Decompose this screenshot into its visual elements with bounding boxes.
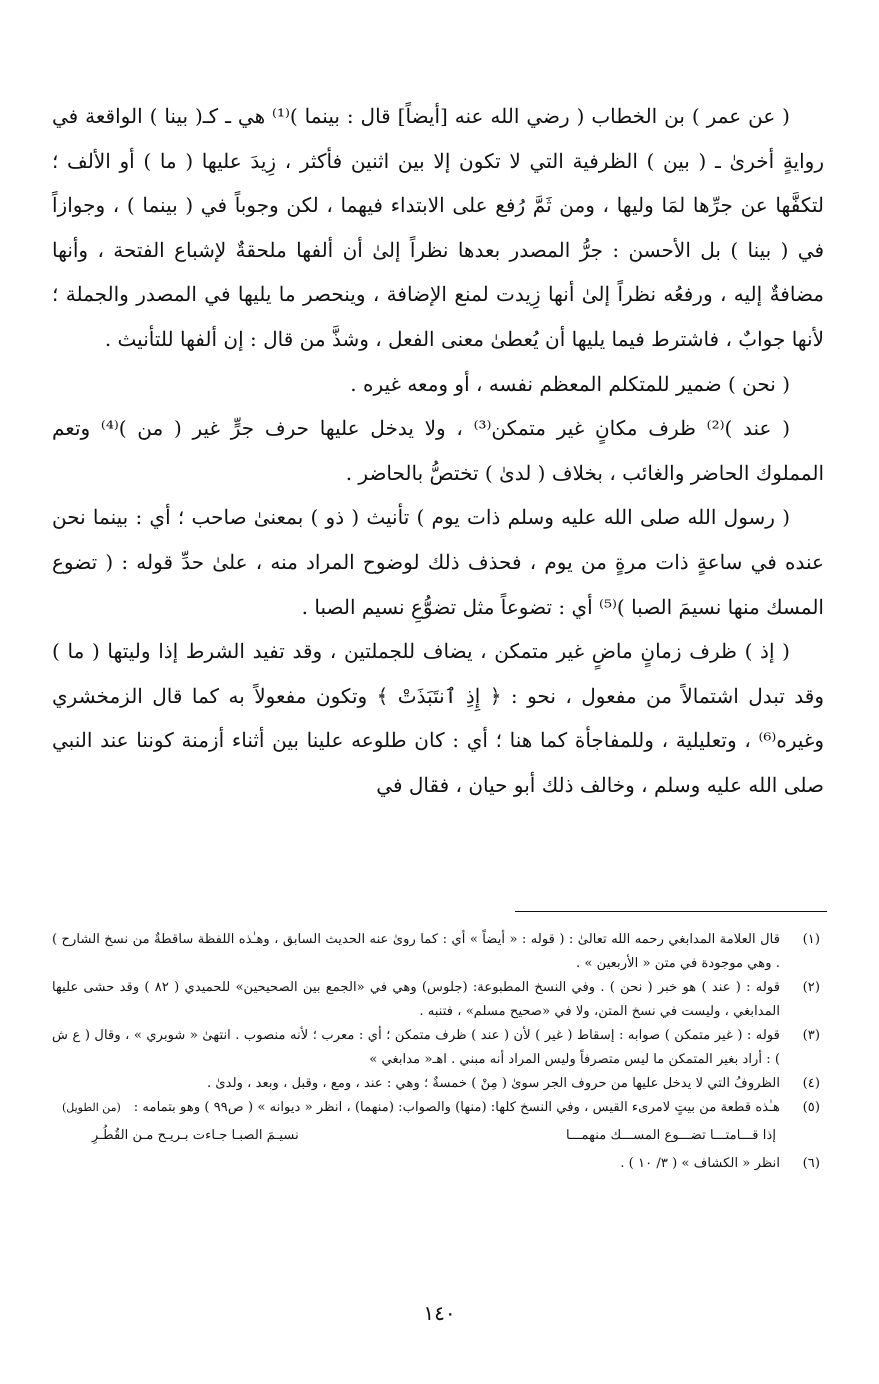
footnote-text: قوله : ( عند ) هو خبر ( نحن ) . وفي النسخ المطبوعة: (جلوس) وهي في «الجمع بين الصحيحين» للحميدي ( ٨٢ ) وقد حشى عليها المدابغي ، وليست في نسخ المتن، ولا في «صحيح مسلم» ، فتنبه .: [52, 980, 781, 1019]
footnote-number: (٤): [802, 1076, 820, 1091]
footnote: [52, 1152, 824, 1176]
footnotes: [52, 928, 824, 1176]
footnote-number: (٥): [802, 1100, 820, 1115]
footnote: [52, 1024, 824, 1072]
footnote-number: (٣): [802, 1028, 820, 1043]
paragraph: ( رسول الله صلى الله عليه وسلم ذات يوم ) تأنيث ( ذو ) بمعنىٰ صاحب ؛ أي : بينما نحن عنده في ساعةٍ ذات مرةٍ من يوم ، فحذف ذلك لوضوح المراد منه ، علىٰ حدِّ قوله : ( تضوع المسك منها نسيمَ الصبا )⁽⁵⁾ أي : تضوعاً مثل تضوُّعِ نسيم الصبا .: [52, 505, 824, 619]
paragraph: ( نحن ) ضمير للمتكلم المعظم نفسه ، أو ومعه غيره .: [350, 371, 790, 396]
footnote-text: انظر « الكشاف » ( ٣/ ١٠ ) .: [620, 1156, 780, 1171]
paragraph: ( عن عمر ) بن الخطاب ( رضي الله عنه [أيضاً] قال : بينما )⁽¹⁾ هي ـ كـ( بينا ) الواقعة في روايةٍ أخرىٰ ـ ( بين ) الظرفية التي لا تكون إلا بين اثنين فأكثر ، زِيدَ عليها ( ما ) أو الألف ؛ لتكفَّها عن جرِّها لمَا وليها ، ومن ثَمَّ رُفع على الابتداء فيهما ، لكن وجوباً في ( بينما ) ، وجوازاً في ( بينا ) بل الأحسن : جرُّ المصدر بعدها نظراً إلىٰ أن ألفها ملحقةٌ لإشباع الفتحة ، وأنها مضافةٌ إليه ، ورفعُه نظراً إلىٰ أنها زِيدت لمنع الإضافة ، وينحصر ما يليها في المصدر والجملة ؛ لأنها جوابٌ ، فاشترط فيما يليها أن يُعطىٰ معنى الفعل ، وشذَّ من قال : إن ألفها للتأنيث .: [52, 104, 825, 351]
footnote: [52, 928, 824, 976]
footnote-text: الظروفُ التي لا يدخل عليها من حروف الجر سوىٰ ( مِنْ ) خمسةٌ ؛ وهي : عند ، ومع ، وقبل ، وبعد ، ولدىٰ .: [206, 1076, 780, 1091]
footnote-text: هـٰذه قطعة من بيتٍ لامرىء القيس ، وفي النسخ كلها: (منها) والصواب: (منهما) ، انظر « ديوانه » ( ص٩٩ ) وهو بتمامه :: [133, 1100, 780, 1115]
footnote-text: قوله : ( غير متمكن ) صوابه : إسقاط ( غير ) لأن ( عند ) ظرف متمكن ؛ أي : معرب ؛ لأنه منصوب . انتهىٰ « شوبري » ، وقال ( ع ش ) : أراد بغير المتمكن ما ليس متصرفاً وليس المراد أنه مبني . اهـ« مدابغي »: [52, 1028, 780, 1067]
verse-second-hemistich: نسيـمَ الصبـا جـاءت بـريـح مـن القُطُـرِ: [92, 1128, 299, 1143]
verse-first-hemistich: إذا قـــامتـــا تضـــوع المســـك منهمـــا: [565, 1128, 776, 1143]
poetry-verse: [52, 1120, 824, 1152]
paragraph: ( إذ ) ظرف زمانٍ ماضٍ غير متمكن ، يضاف للجملتين ، وقد تفيد الشرط إذا وليتها ( ما ) وقد تبدل اشتمالاً من مفعول ، نحو : ﴿ إِذِ ٱنتَبَذَتْ ﴾ وتكون مفعولاً به كما قال الزمخشري وغيره⁽⁶⁾ ، وتعليلية ، وللمفاجأة كما هنا ؛ أي : كان طلوعه علينا بين أثناء أزمنة كوننا عند النبي صلى الله عليه وسلم ، وخالف ذلك أبو حيان ، فقال في: [52, 639, 824, 797]
footnote: [52, 1096, 824, 1120]
meter-label: (من الطويل): [62, 1101, 121, 1114]
footnote-text: قال العلامة المدابغي رحمه الله تعالىٰ : ( قوله : « أيضاً » أي : كما روىٰ عنه الحديث السابق ، وهـٰذه اللفظة ساقطةٌ من نسخ الشارح ) . وهي موجودة في متن « الأربعين » .: [52, 932, 780, 971]
footnote-body: [52, 1096, 780, 1120]
main-text: [52, 94, 824, 808]
footnote-divider: [515, 911, 827, 912]
footnote-number: (٦): [802, 1156, 820, 1171]
footnote-number: (٢): [802, 980, 820, 995]
page-number: ١٤٠: [423, 1301, 456, 1325]
footnote: [52, 976, 824, 1024]
paragraph: ( عند )⁽²⁾ ظرف مكانٍ غير متمكن⁽³⁾ ، ولا يدخل عليها حرف جرٍّ غير ( من )⁽⁴⁾ وتعم المملوك الحاضر والغائب ، بخلاف ( لدىٰ ) تختصُّ بالحاضر .: [52, 416, 824, 485]
footnote: [52, 1072, 824, 1096]
footnote-number: (١): [802, 932, 820, 947]
